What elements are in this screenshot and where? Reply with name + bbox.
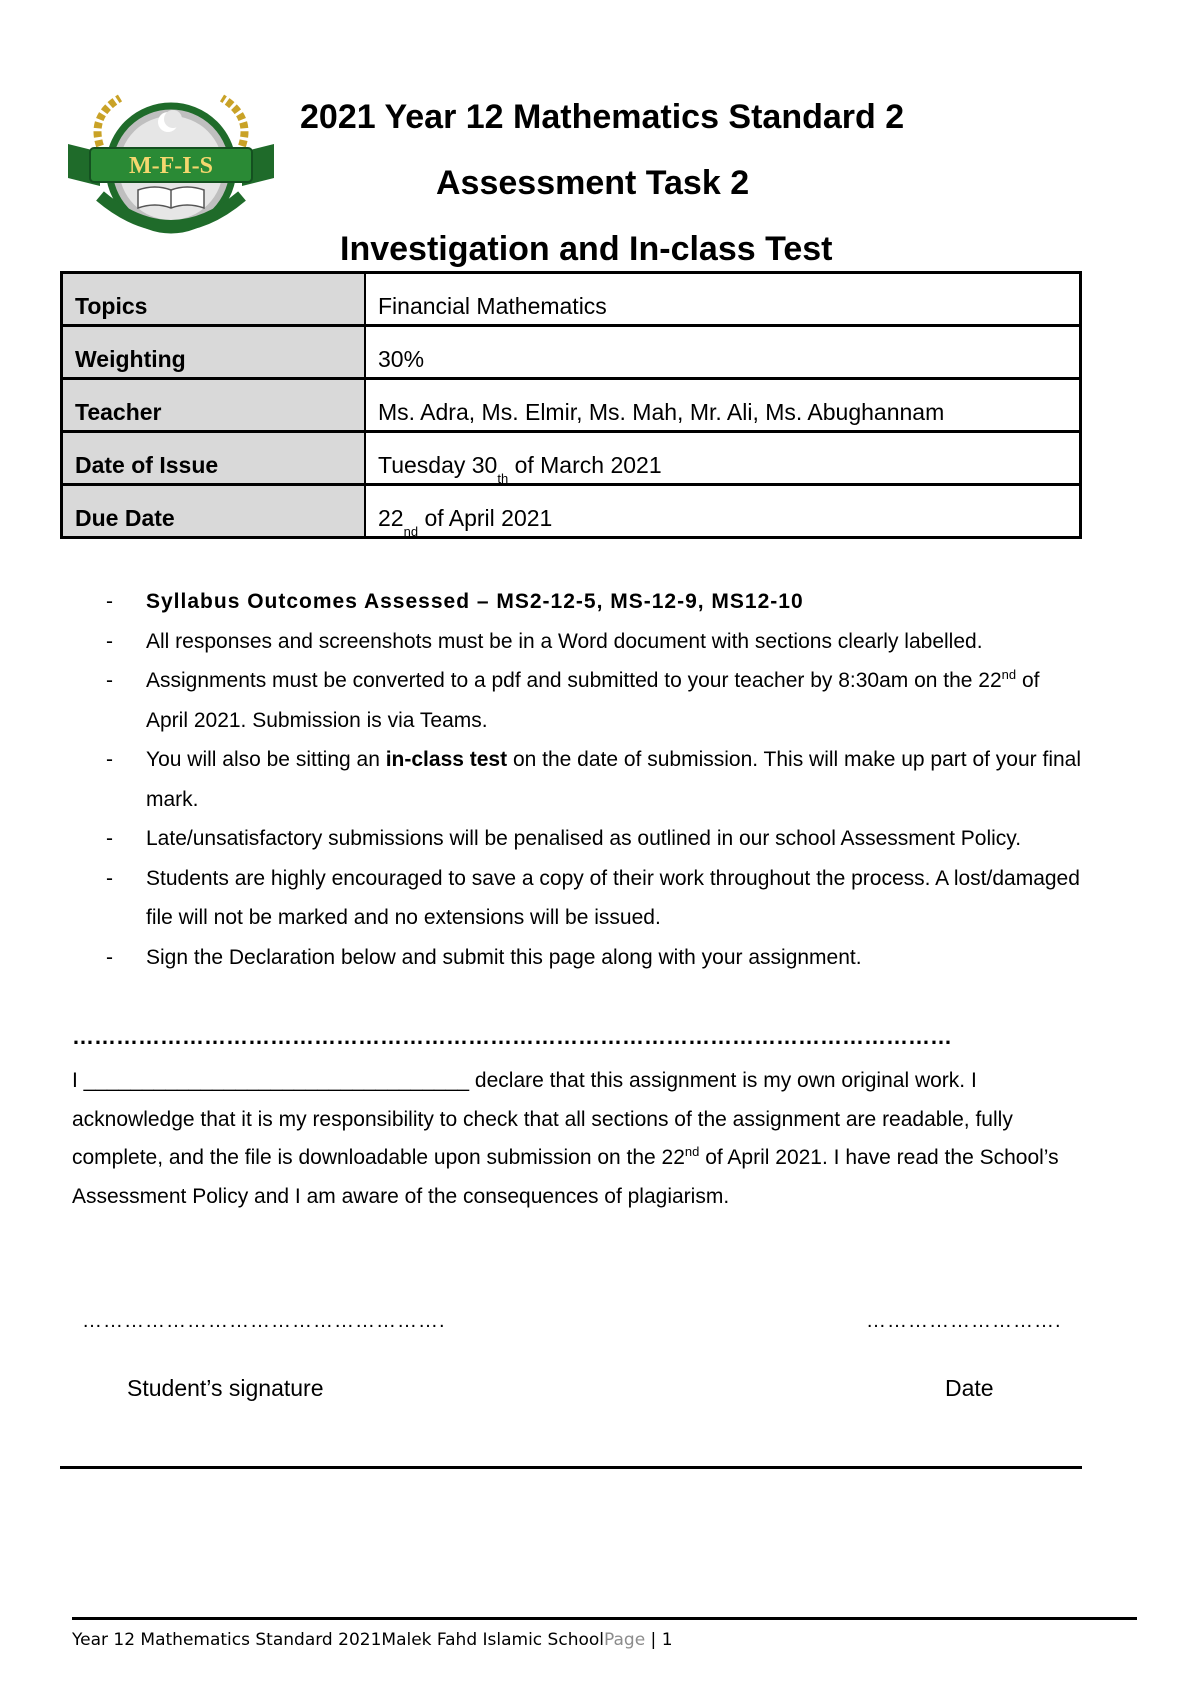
- list-item: [106, 582, 1081, 622]
- list-item-text: You will also be sitting an: [146, 748, 386, 771]
- list-item: [106, 819, 1081, 859]
- declaration-paragraph: [72, 1062, 1072, 1216]
- section-divider: [60, 1466, 1082, 1469]
- in-class-test-emphasis: in-class test: [385, 748, 508, 771]
- footer-divider: [72, 1617, 1137, 1620]
- svg-text:M-F-I-S: M-F-I-S: [129, 153, 213, 179]
- list-item: [106, 661, 1081, 740]
- list-item: [106, 622, 1081, 662]
- row-value: 22 nd of April 2021: [378, 505, 553, 539]
- page-number: 1: [661, 1630, 673, 1650]
- table-row-topics: [63, 274, 1079, 324]
- date-line: ……………………….: [866, 1310, 1062, 1332]
- bullet-dash: -: [106, 629, 113, 653]
- table-row-date-of-issue: [63, 430, 1079, 486]
- value-text: of March 2021: [508, 452, 662, 478]
- title-line-2: Assessment Task 2: [436, 164, 750, 202]
- dotted-divider: …………………………………………………………………………………………………………: [72, 1024, 952, 1049]
- bullet-dash: -: [106, 945, 113, 969]
- list-item: [106, 740, 1081, 819]
- school-logo: [60, 86, 282, 244]
- footer-text: Year 12 Mathematics Standard 2021Malek Fahd Islamic School: [72, 1630, 604, 1650]
- row-label: Teacher: [63, 380, 366, 430]
- table-row-weighting: [63, 324, 1079, 377]
- list-item-text: on the date of submission. This will make up part of your final mark.: [146, 748, 1082, 811]
- list-item-text: of April 2021. Submission is via Teams.: [146, 669, 1040, 732]
- superscript: nd: [684, 1144, 700, 1159]
- row-value: Financial Mathematics: [378, 293, 607, 319]
- table-row-due-date: [63, 483, 1079, 539]
- value-text: Tuesday 30: [378, 452, 498, 478]
- list-item-text: Students are highly encouraged to save a copy of their work throughout the process. A lost/damaged file will not be marked and no extensions will be issued.: [146, 866, 1080, 929]
- row-value: 30%: [378, 346, 425, 372]
- bullet-dash: -: [106, 827, 113, 850]
- date-label: Date: [945, 1375, 994, 1401]
- title-line-3: Investigation and In-class Test: [340, 230, 833, 268]
- bullet-dash: -: [106, 866, 113, 890]
- bullet-dash: -: [106, 590, 113, 613]
- signature-line: …………………………………………….: [82, 1310, 446, 1332]
- list-item: [106, 938, 1081, 978]
- row-label: Due Date: [63, 486, 366, 536]
- signature-label: Student’s signature: [127, 1375, 324, 1401]
- row-label: Weighting: [63, 327, 366, 377]
- value-text: 22: [378, 505, 404, 531]
- declaration-text: of April 2021. I have read the School’s Assessment Policy and I am aware of the consequences of plagiarism.: [72, 1146, 1059, 1208]
- bullet-dash: -: [106, 748, 113, 771]
- table-row-teacher: [63, 377, 1079, 430]
- row-value: Tuesday 30 th of March 2021: [378, 452, 662, 486]
- list-item-text: Assignments must be converted to a pdf and submitted to your teacher by 8:30am on the 22: [146, 669, 1002, 692]
- page-label: Page: [604, 1630, 646, 1650]
- page-footer: [72, 1630, 673, 1650]
- list-item-text: All responses and screenshots must be in a Word document with sections clearly labelled.: [146, 629, 983, 653]
- superscript: nd: [1001, 667, 1017, 682]
- row-value: Ms. Adra, Ms. Elmir, Ms. Mah, Mr. Ali, Ms. Abughannam: [378, 399, 945, 425]
- syllabus-outcomes: Syllabus Outcomes Assessed – MS2-12-5, MS-12-9, MS12-10: [146, 590, 804, 613]
- list-item: [106, 859, 1081, 938]
- row-label: Topics: [63, 274, 366, 324]
- instructions-list: [106, 582, 1081, 977]
- list-item-text: Sign the Declaration below and submit this page along with your assignment.: [146, 945, 862, 969]
- value-text: of April 2021: [418, 505, 553, 531]
- page-separator: |: [645, 1630, 662, 1650]
- list-item-text: Late/unsatisfactory submissions will be penalised as outlined in our school Assessment Policy.: [146, 827, 1022, 850]
- assessment-info-table: [60, 271, 1082, 539]
- title-line-1: 2021 Year 12 Mathematics Standard 2: [300, 98, 905, 136]
- bullet-dash: -: [106, 669, 113, 692]
- declaration-text: I _________________________________ declare that this assignment is my own original work. I acknowledge that it is my responsibility to check that all sections of the assignment are readable, fully complete, and the file is downloadable upon submission on the 22: [72, 1069, 1013, 1169]
- row-label: Date of Issue: [63, 433, 366, 483]
